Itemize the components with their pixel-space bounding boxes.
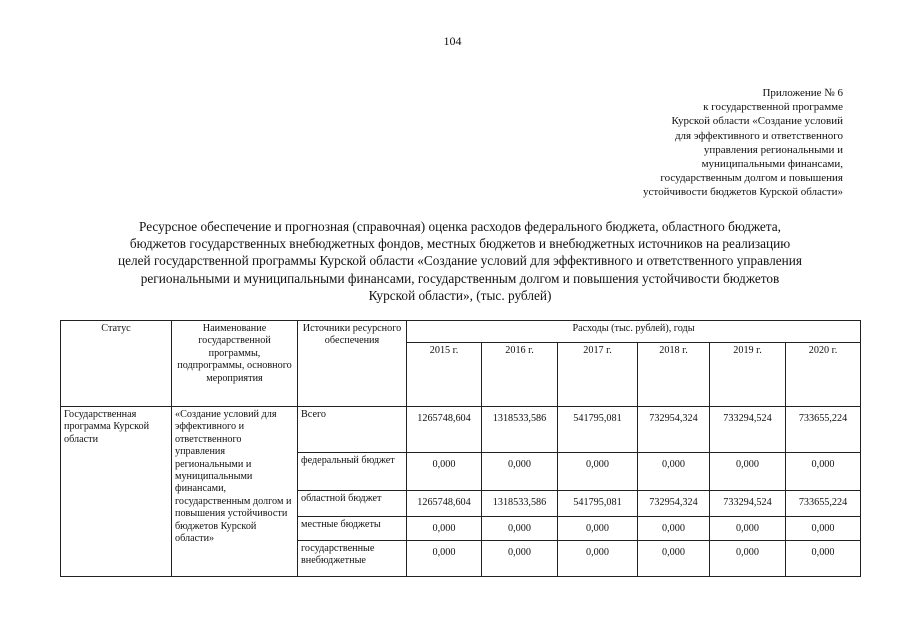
header-year-2017: 2017 г.	[558, 343, 638, 407]
value-cell: 0,000	[786, 517, 861, 541]
document-title	[55, 218, 865, 304]
value-cell: 733294,524	[710, 407, 786, 453]
program-status: Государственная программа Курской области	[61, 407, 172, 577]
source-cell: областной бюджет	[298, 491, 407, 517]
value-cell: 541795,081	[558, 491, 638, 517]
header-year-2016: 2016 г.	[482, 343, 558, 407]
value-cell: 0,000	[482, 517, 558, 541]
program-name: «Создание условий для эффективного и ответственного управления региональными и муниципальными финансами, государственным долгом и повышения устойчивости бюджетов Курской области»	[172, 407, 298, 577]
appendix-line: устойчивости бюджетов Курской области»	[643, 186, 843, 199]
resource-table	[60, 320, 861, 577]
value-cell: 0,000	[482, 453, 558, 491]
value-cell: 541795,081	[558, 407, 638, 453]
header-name: Наименование государственной программы, подпрограммы, основного мероприятия	[172, 321, 298, 407]
value-cell: 0,000	[638, 453, 710, 491]
value-cell: 0,000	[407, 517, 482, 541]
value-cell: 0,000	[786, 541, 861, 577]
value-cell: 0,000	[786, 453, 861, 491]
value-cell: 0,000	[482, 541, 558, 577]
header-expenses: Расходы (тыс. рублей), годы	[407, 321, 861, 343]
value-cell: 0,000	[558, 453, 638, 491]
header-year-2020: 2020 г.	[786, 343, 861, 407]
value-cell: 0,000	[407, 453, 482, 491]
header-year-2015: 2015 г.	[407, 343, 482, 407]
title-line: региональными и муниципальными финансами, государственным долгом и повышения устойчивости бюджетов	[140, 270, 780, 286]
source-cell: государственные внебюджетные	[298, 541, 407, 577]
appendix-line: Курской области «Создание условий	[671, 115, 843, 128]
appendix-line: государственным долгом и повышения	[660, 172, 843, 185]
source-cell: федеральный бюджет	[298, 453, 407, 491]
appendix-line: управления региональными и	[703, 143, 843, 156]
value-cell: 0,000	[710, 453, 786, 491]
value-cell: 733655,224	[786, 491, 861, 517]
value-cell: 733655,224	[786, 407, 861, 453]
value-cell: 0,000	[710, 517, 786, 541]
value-cell: 1318533,586	[482, 407, 558, 453]
table-row	[61, 407, 861, 453]
appendix-line: к государственной программе	[703, 101, 843, 114]
appendix-line: муниципальными финансами,	[701, 158, 843, 171]
title-line: бюджетов государственных внебюджетных фондов, местных бюджетов и внебюджетных источников на реализацию	[129, 236, 791, 252]
value-cell: 0,000	[407, 541, 482, 577]
title-line: Курской области», (тыс. рублей)	[368, 287, 552, 303]
value-cell: 733294,524	[710, 491, 786, 517]
header-status: Статус	[61, 321, 172, 407]
value-cell: 1265748,604	[407, 407, 482, 453]
appendix-line: Приложение № 6	[762, 87, 843, 99]
appendix-note	[643, 86, 843, 200]
source-cell: местные бюджеты	[298, 517, 407, 541]
source-cell: Всего	[298, 407, 407, 453]
appendix-line: для эффективного и ответственного	[674, 129, 843, 142]
header-year-2018: 2018 г.	[638, 343, 710, 407]
title-line: целей государственной программы Курской области «Создание условий для эффективного и ответственного управления	[117, 253, 803, 269]
header-sources: Источники ресурсного обеспечения	[298, 321, 407, 407]
header-year-2019: 2019 г.	[710, 343, 786, 407]
value-cell: 1265748,604	[407, 491, 482, 517]
value-cell: 1318533,586	[482, 491, 558, 517]
value-cell: 0,000	[558, 541, 638, 577]
value-cell: 732954,324	[638, 407, 710, 453]
value-cell: 732954,324	[638, 491, 710, 517]
value-cell: 0,000	[558, 517, 638, 541]
value-cell: 0,000	[710, 541, 786, 577]
value-cell: 0,000	[638, 517, 710, 541]
title-line: Ресурсное обеспечение и прогнозная (справочная) оценка расходов федерального бюджета, областного бюджета,	[138, 219, 781, 234]
value-cell: 0,000	[638, 541, 710, 577]
page-number: 104	[443, 34, 462, 48]
